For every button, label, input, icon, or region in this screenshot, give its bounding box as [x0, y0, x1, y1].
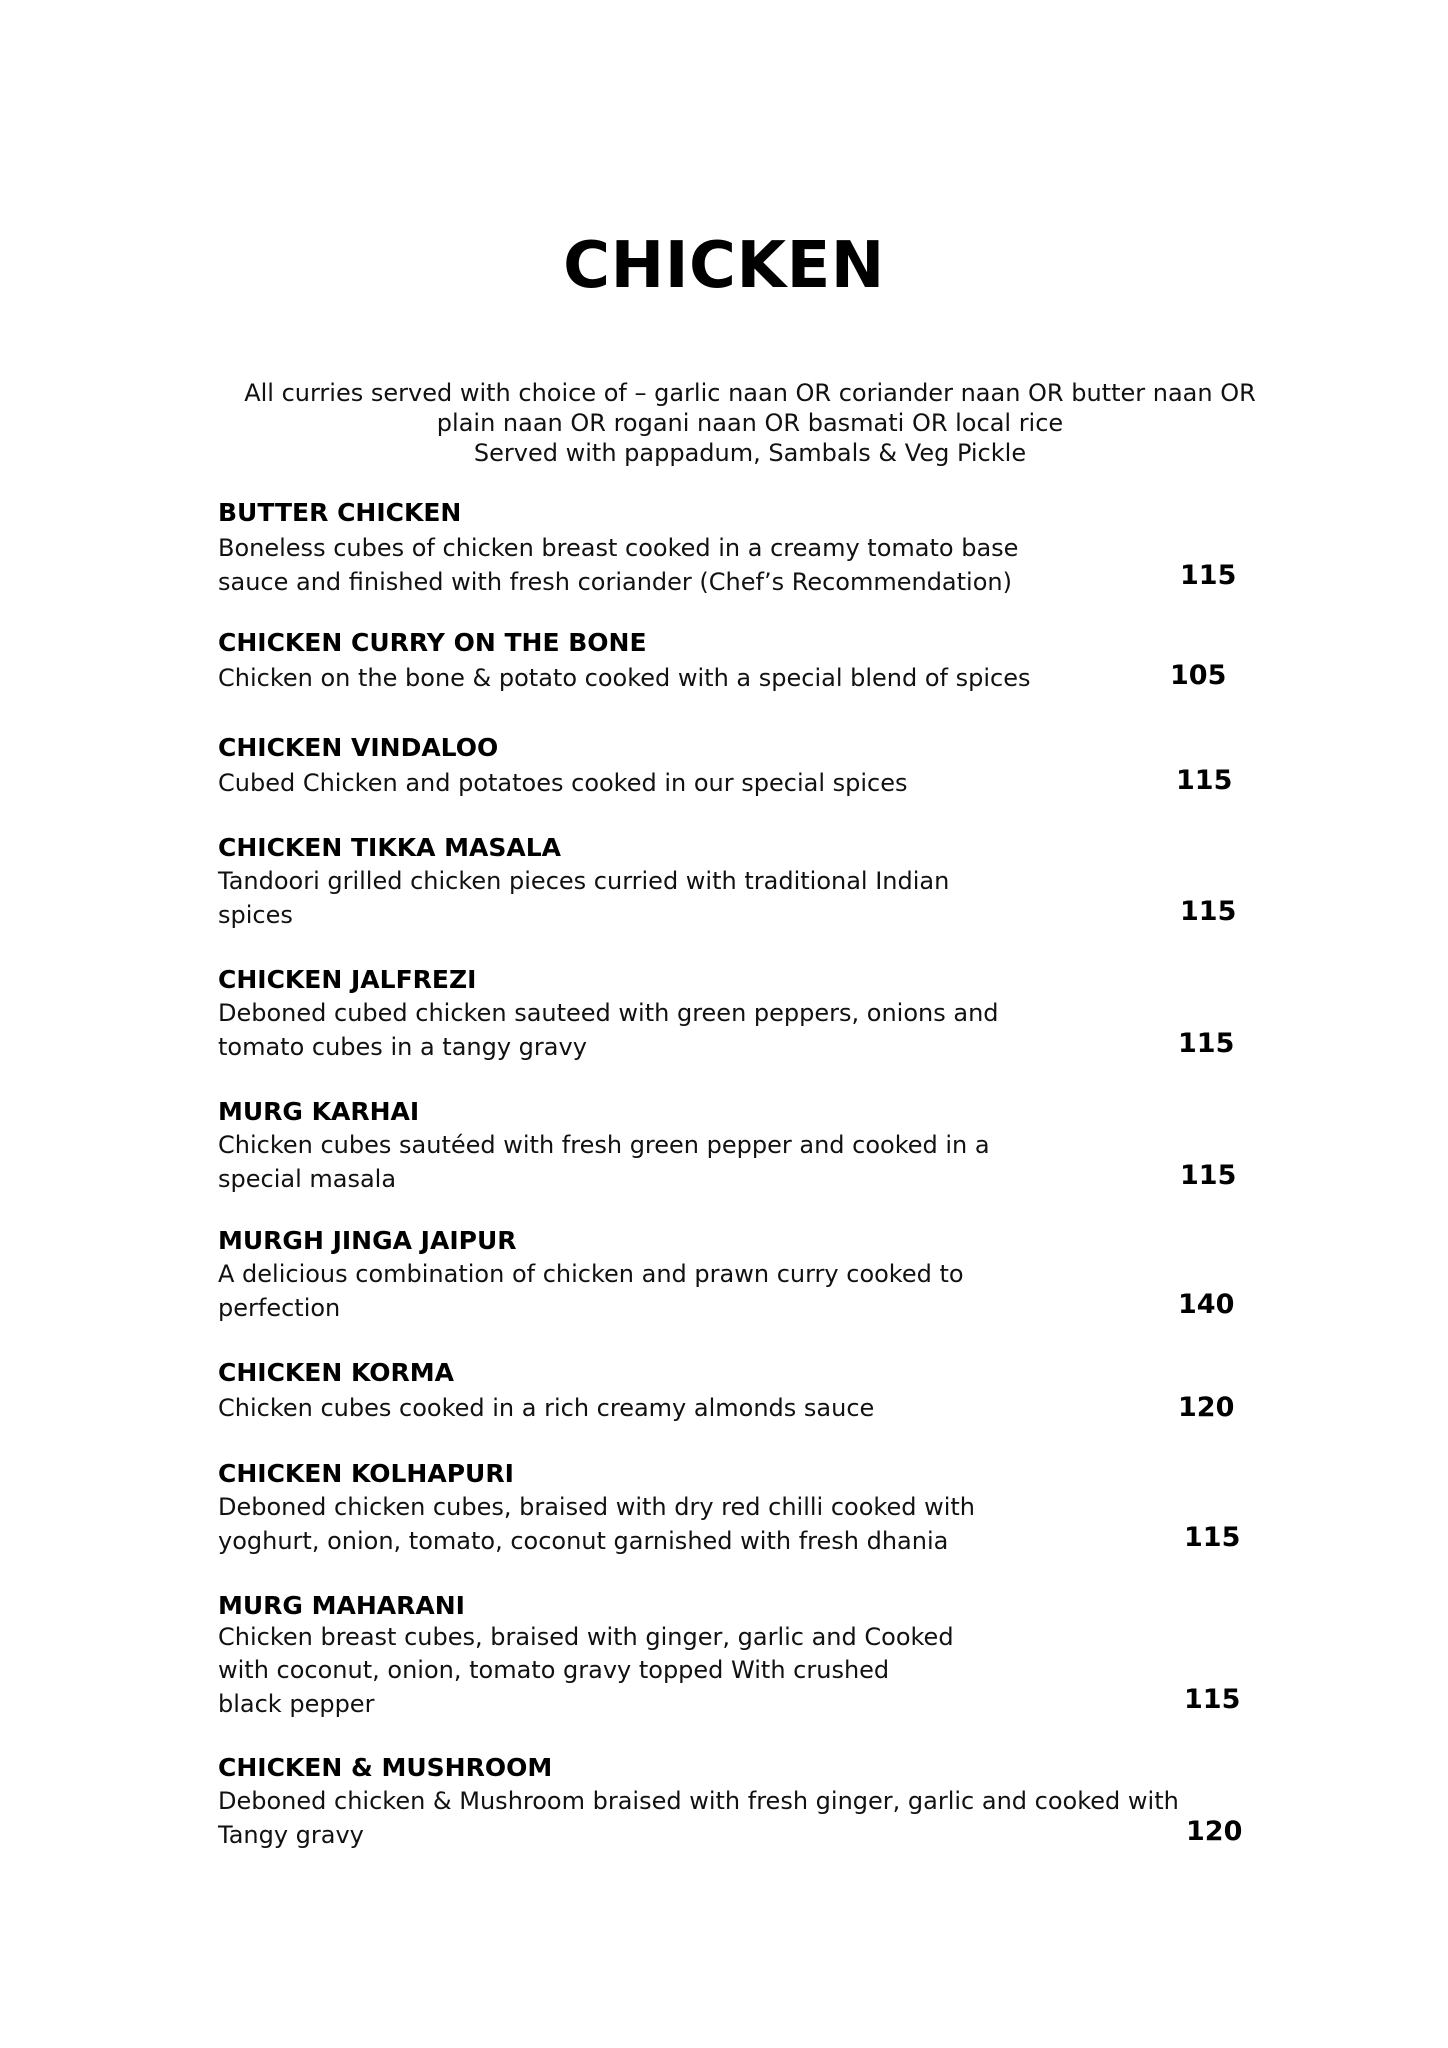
item-name: CHICKEN TIKKA MASALA: [218, 833, 562, 862]
item-description-line: A delicious combination of chicken and prawn curry cooked to: [218, 1260, 964, 1288]
item-price: 115: [1184, 1522, 1241, 1553]
item-price: 115: [1180, 896, 1237, 927]
item-description-line: Cubed Chicken and potatoes cooked in our special spices: [218, 769, 908, 797]
item-name: MURG KARHAI: [218, 1097, 420, 1126]
menu-item-chicken-jalfrezi: [218, 964, 1248, 1064]
item-description: [218, 1490, 1248, 1558]
item-description-line: Chicken on the bone & potato cooked with a special blend of spices: [218, 664, 1031, 692]
menu-intro: [200, 378, 1300, 468]
menu-item-murg-karhai: [218, 1096, 1248, 1196]
menu-item-chicken-and-mushroom: [218, 1752, 1248, 1852]
item-description: [218, 1128, 1248, 1196]
item-price: 115: [1178, 1028, 1235, 1059]
menu-item-chicken-kolhapuri: [218, 1458, 1248, 1558]
item-description: [218, 531, 1248, 599]
item-description-line: sauce and finished with fresh coriander (Chef’s Recommendation): [218, 568, 1012, 596]
item-description-line: Deboned cubed chicken sauteed with green peppers, onions and: [218, 999, 999, 1027]
menu-item-murgh-jinga-jaipur: [218, 1225, 1248, 1325]
item-description-line: with coconut, onion, tomato gravy topped With crushed: [218, 1656, 890, 1684]
item-description: [218, 661, 1248, 695]
item-price: 140: [1178, 1289, 1235, 1320]
item-description-line: Boneless cubes of chicken breast cooked in a creamy tomato base: [218, 534, 1019, 562]
item-description-line: special masala: [218, 1165, 397, 1193]
item-description-line: Chicken breast cubes, braised with ginger, garlic and Cooked: [218, 1623, 954, 1651]
intro-line: plain naan OR rogani naan OR basmati OR local rice: [436, 409, 1064, 437]
item-description: [218, 1391, 1248, 1425]
intro-line: Served with pappadum, Sambals & Veg Pickle: [473, 439, 1027, 467]
item-description-line: Chicken cubes sautéed with fresh green pepper and cooked in a: [218, 1131, 990, 1159]
item-description: [218, 996, 1248, 1064]
item-description-line: perfection: [218, 1294, 341, 1322]
item-description-line: tomato cubes in a tangy gravy: [218, 1033, 587, 1061]
item-description-line: black pepper: [218, 1690, 375, 1718]
menu-item-chicken-curry-on-the-bone: [218, 627, 1248, 695]
item-description: [218, 766, 1248, 800]
item-description: [218, 1257, 1248, 1325]
item-description-line: spices: [218, 901, 293, 929]
item-description-line: yoghurt, onion, tomato, coconut garnished with fresh dhania: [218, 1527, 949, 1555]
item-description-line: Chicken cubes cooked in a rich creamy almonds sauce: [218, 1394, 875, 1422]
item-name: MURG MAHARANI: [218, 1591, 465, 1620]
item-price: 115: [1180, 560, 1237, 591]
item-name: MURGH JINGA JAIPUR: [218, 1226, 517, 1255]
item-name: CHICKEN VINDALOO: [218, 733, 499, 762]
item-name: CHICKEN KORMA: [218, 1358, 454, 1387]
item-name: CHICKEN JALFREZI: [218, 965, 477, 994]
item-name: CHICKEN CURRY ON THE BONE: [218, 628, 647, 657]
item-description: [218, 864, 1248, 932]
item-price: 120: [1178, 1392, 1235, 1423]
item-description-line: Tandoori grilled chicken pieces curried with traditional Indian: [218, 867, 950, 895]
item-name: CHICKEN KOLHAPURI: [218, 1459, 514, 1488]
menu-item-chicken-tikka-masala: [218, 832, 1248, 932]
menu-item-chicken-korma: [218, 1357, 1248, 1425]
intro-line: All curries served with choice of – garlic naan OR coriander naan OR butter naan OR: [244, 379, 1256, 407]
item-description-line: Deboned chicken & Mushroom braised with fresh ginger, garlic and cooked with: [218, 1787, 1179, 1815]
item-price: 115: [1184, 1684, 1241, 1715]
item-name: CHICKEN & MUSHROOM: [218, 1753, 553, 1782]
item-price: 105: [1170, 660, 1227, 691]
item-price: 115: [1176, 765, 1233, 796]
page-title: CHICKEN: [563, 229, 885, 303]
menu-item-butter-chicken: [218, 497, 1248, 599]
menu-item-murg-maharani: [218, 1590, 1248, 1721]
item-name: BUTTER CHICKEN: [218, 498, 462, 527]
item-price: 120: [1186, 1816, 1243, 1847]
item-description-line: Tangy gravy: [218, 1821, 364, 1849]
item-description: [218, 1622, 1248, 1721]
item-price: 115: [1180, 1160, 1237, 1191]
menu-item-chicken-vindaloo: [218, 732, 1248, 800]
item-description: [218, 1784, 1248, 1852]
item-description-line: Deboned chicken cubes, braised with dry red chilli cooked with: [218, 1493, 976, 1521]
